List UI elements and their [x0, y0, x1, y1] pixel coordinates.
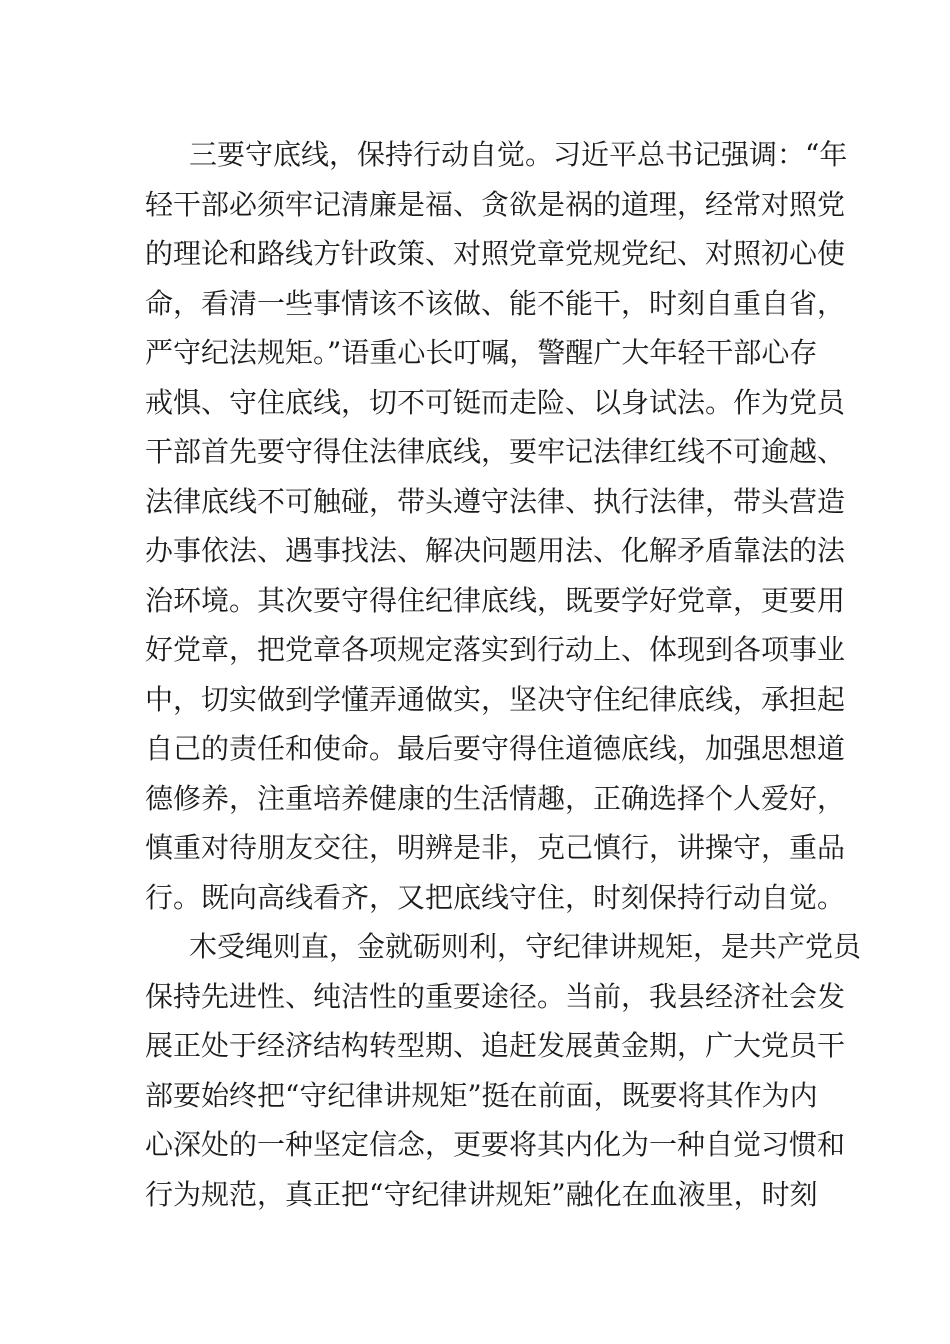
text-line: 三要守底线，保持行动自觉。习近平总书记强调：“年 [189, 138, 848, 171]
text-line: 展正处于经济结构转型期、追赶发展黄金期，广大党员干 [145, 1029, 846, 1062]
text-line: 严守纪法规矩。”语重心长叮嘱，警醒广大年轻干部心存 [145, 336, 818, 369]
text-line: 法律底线不可触碰，带头遵守法律、执行法律，带头营造 [145, 484, 846, 518]
paragraph-1 [145, 130, 848, 922]
text-line: 的理论和路线方针政策、对照党章党规党纪、对照初心使 [145, 237, 846, 270]
text-line: 办事依法、遇事找法、解决问题用法、化解矛盾靠法的法 [145, 534, 846, 567]
text-line: 保持先进性、纯洁性的重要途径。当前，我县经济社会发 [145, 979, 846, 1013]
text-line: 中，切实做到学懂弄通做实，坚决守住纪律底线，承担起 [145, 682, 846, 716]
paragraph-2 [145, 922, 862, 1219]
text-line: 轻干部必须牢记清廉是福、贪欲是祸的道理，经常对照党 [145, 187, 846, 221]
text-line: 木受绳则直，金就砺则利，守纪律讲规矩，是共产党员 [189, 930, 862, 963]
text-line: 治环境。其次要守得住纪律底线，既要学好党章，更要用 [145, 583, 846, 617]
text-line: 自己的责任和使命。最后要守得住道德底线，加强思想道 [145, 732, 846, 765]
text-line: 德修养，注重培养健康的生活情趣，正确选择个人爱好， [145, 781, 846, 815]
text-line: 部要始终把“守纪律讲规矩”挺在前面，既要将其作为内 [145, 1078, 818, 1112]
text-line: 心深处的一种坚定信念，更要将其内化为一种自觉习惯和 [145, 1128, 846, 1161]
text-line: 行为规范，真正把“守纪律讲规矩”融化在血液里，时刻 [145, 1177, 818, 1211]
text-line: 慎重对待朋友交往，明辨是非，克己慎行，讲操守，重品 [145, 831, 846, 864]
text-line: 戒惧、守住底线，切不可铤而走险、以身试法。作为党员 [145, 385, 846, 419]
text-line: 行。既向高线看齐，又把底线守住，时刻保持行动自觉。 [145, 880, 846, 914]
text-line: 干部首先要守得住法律底线，要牢记法律红线不可逾越、 [145, 435, 846, 468]
document-body [145, 130, 862, 1219]
text-line: 命，看清一些事情该不该做、能不能干，时刻自重自省， [145, 286, 846, 320]
text-line: 好党章，把党章各项规定落实到行动上、体现到各项事业 [145, 633, 846, 666]
